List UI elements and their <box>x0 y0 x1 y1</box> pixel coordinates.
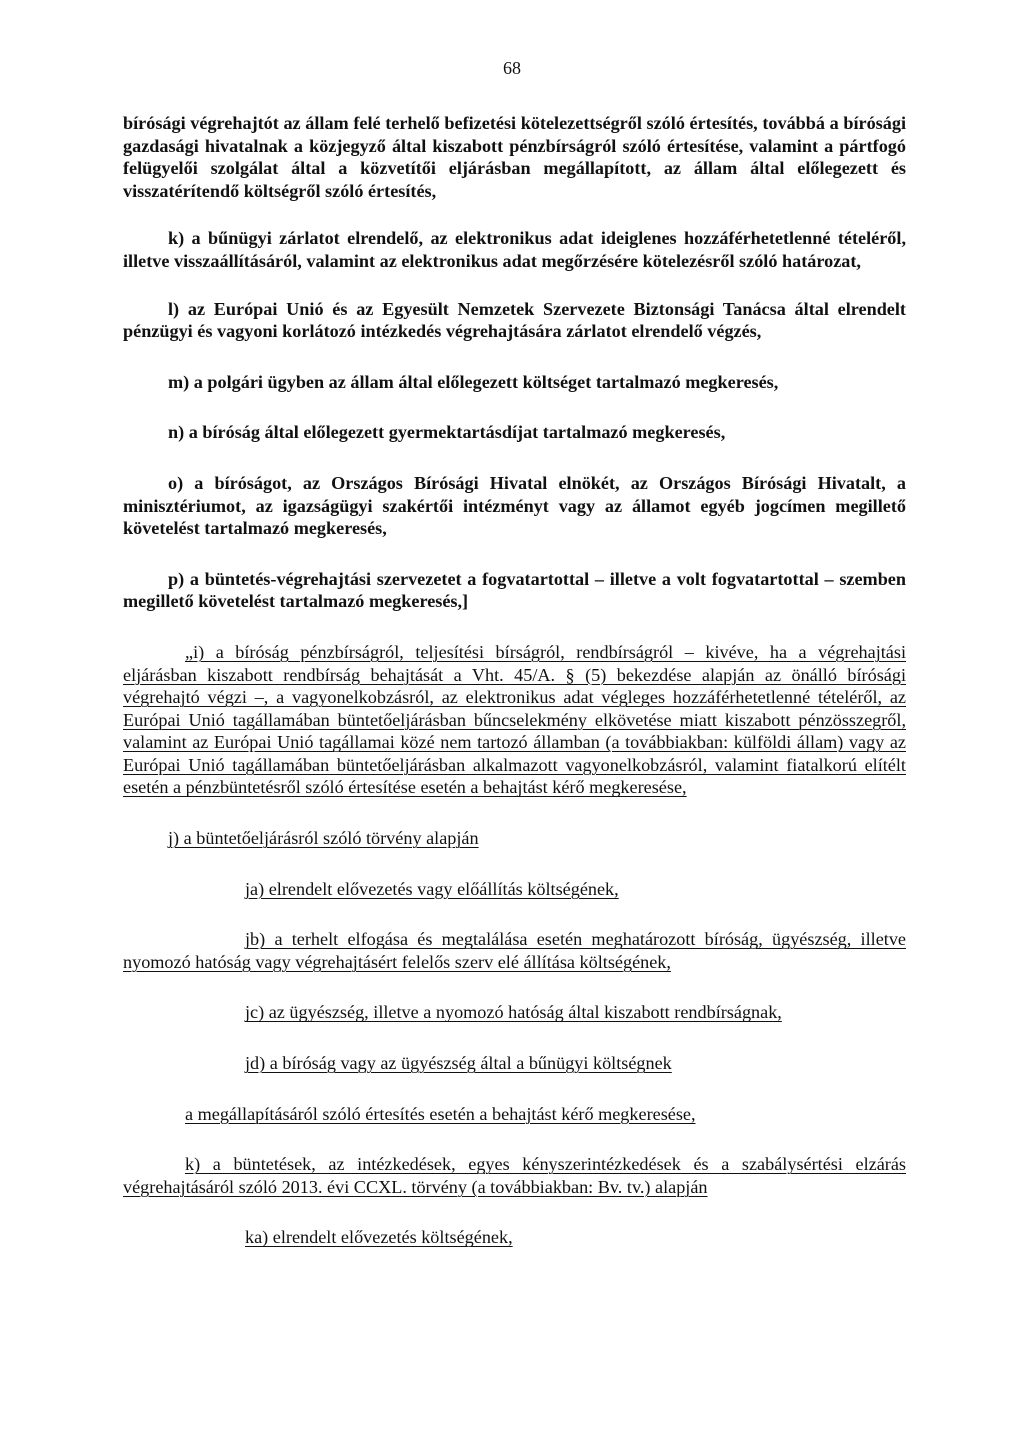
paragraph-jd: jd) a bíróság vagy az ügyészség által a bűnügyi költségnek <box>245 1053 672 1074</box>
paragraph-m: m) a polgári ügyben az állam által előlegezett költséget tartalmazó megkeresés, <box>168 371 779 392</box>
paragraph-i-amended: „i) a bíróság pénzbírságról, teljesítési bírságról, rendbírságról – kivéve, ha a végrehajtási eljárásban kiszabott rendbírság behajtását a Vht. 45/A. § (5) bekezdése alapján az önálló bírósági végrehajtó végzi –, a vagyonelkobzásról, az elektronikus adat végleges hozzáférhetetlenné tételéről, az Európai Unió tagállamában büntetőeljárásban bűncselekmény elkövetése miatt kiszabott pénzösszegről, valamint az Európai Unió tagállamai közé nem tartozó államban (a továbbiakban: külföldi állam) vagy az Európai Unió tagállamában büntetőeljárásban alkalmazott vagyonelkobzásról, valamint fiatalkorú elítélt esetén a pénzbüntetésről szóló értesítése esetén a behajtást kérő megkeresése, <box>123 641 906 798</box>
paragraph-k-amended: k) a büntetések, az intézkedések, egyes kényszerintézkedések és a szabálysértési elzárás végrehajtásáról szóló 2013. évi CCXL. törvény (a továbbiakban: Bv. tv.) alapján <box>123 1154 906 1197</box>
page-number: 68 <box>503 58 521 78</box>
paragraph-jb: jb) a terhelt elfogása és megtalálása esetén meghatározott bíróság, ügyészség, illetve nyomozó hatóság vagy végrehajtásért felelős szerv elé állítása költségének, <box>123 929 906 972</box>
paragraph-jc: jc) az ügyészség, illetve a nyomozó hatóság által kiszabott rendbírságnak, <box>245 1002 782 1023</box>
paragraph-j: j) a büntetőeljárásról szóló törvény alapján <box>168 828 479 849</box>
paragraph-j-closing: a megállapításáról szóló értesítés esetén a behajtást kérő megkeresése, <box>185 1103 696 1124</box>
paragraph-k: k) a bűnügyi zárlatot elrendelő, az elektronikus adat ideiglenes hozzáférhetetlenné tételéről, illetve visszaállításáról, valamint az elektronikus adat megőrzésére kötelezésről szóló határozat, <box>123 228 906 271</box>
paragraph-o: o) a bíróságot, az Országos Bírósági Hivatal elnökét, az Országos Bírósági Hivatalt, a minisztériumot, az igazságügyi szakértői intézményt vagy az államot egyéb jogcímen megillető követelést tartalmazó megkeresés, <box>123 472 906 539</box>
paragraph-p: p) a büntetés-végrehajtási szervezetet a fogvatartottal – illetve a volt fogvatartottal – szemben megillető követelést tartalmazó megkeresés,] <box>123 568 906 612</box>
paragraph-l: l) az Európai Unió és az Egyesült Nemzetek Szervezete Biztonsági Tanácsa által elrendelt pénzügyi és vagyoni korlátozó intézkedés végrehajtására zárlatot elrendelő végzés, <box>123 298 906 342</box>
document-body <box>123 112 906 1249</box>
paragraph-ja: ja) elrendelt elővezetés vagy előállítás költségének, <box>245 878 619 899</box>
paragraph-n: n) a bíróság által előlegezett gyermektartásdíjat tartalmazó megkeresés, <box>168 422 726 443</box>
paragraph-ka: ka) elrendelt elővezetés költségének, <box>245 1227 513 1248</box>
paragraph-continuation: bírósági végrehajtót az állam felé terhelő befizetési kötelezettségről szóló értesítés, továbbá a bírósági gazdasági hivatalnak a közjegyző által kiszabott pénzbírságról szóló értesítése, valamint a pártfogó felügyelői szolgálat által a közvetítői eljárásban megállapított, az állam által előlegezett és visszatérítendő költségről szóló értesítés, <box>123 113 906 201</box>
